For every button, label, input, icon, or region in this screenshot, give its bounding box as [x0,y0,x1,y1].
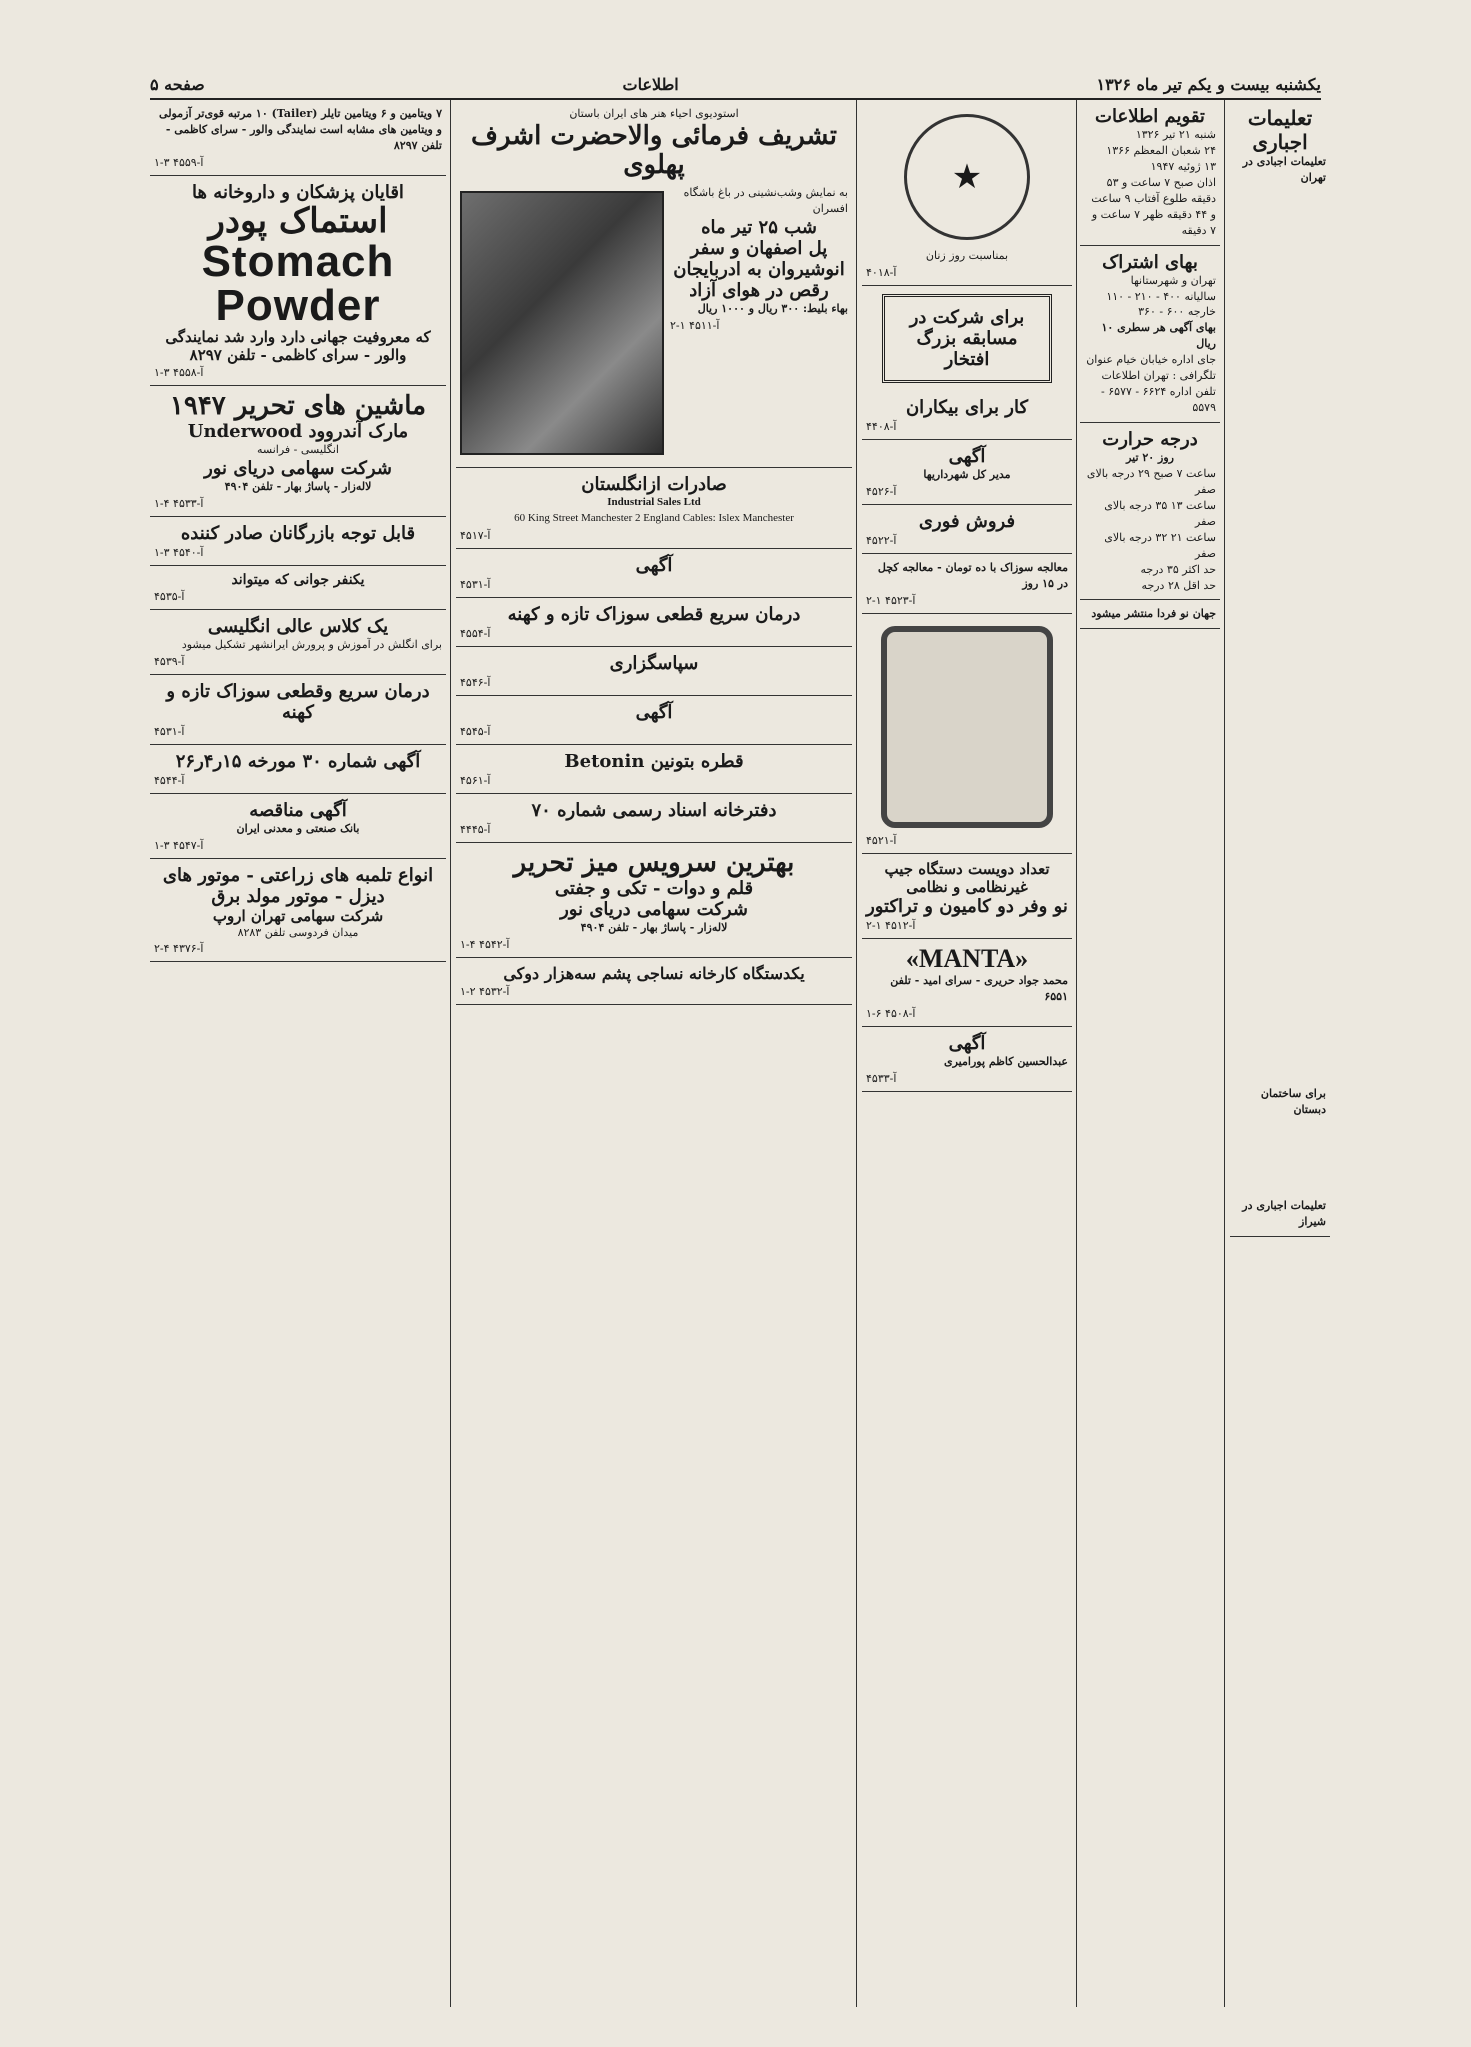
manta-ad [862,939,1072,1027]
spinning-title: یکدستگاه کارخانه نساجی پشم سه‌هزار دوکی [503,963,805,983]
column-ads-center [456,100,852,2007]
notice-ad-2 [456,696,852,745]
ad-code: ۴۵۲۶-آ [866,484,897,498]
chair-ad [862,614,1072,854]
paper-name: اطلاعات [622,75,679,94]
column-divider [856,100,857,2007]
education-sub: تعلیمات اجباری در شیراز [1242,1198,1326,1228]
subscription-row: سالیانه ۴۰۰ - ۲۱۰ - ۱۱۰ [1106,289,1216,303]
cure-ad [150,675,446,745]
typewriter-origin: انگلیسی - فرانسه [256,442,339,456]
unemployed-ad [862,391,1072,440]
england-addr: 60 King Street Manchester 2 England Cables: Islex Manchester [514,512,794,525]
english-title: یک کلاس عالی انگلیسی [207,615,389,637]
notice-sign: مدیر کل شهرداریها [923,467,1011,481]
tender-title: آگهی مناقصه [249,799,347,821]
stomach-text: که معروفیت جهانی دارد وارد شد نمایندگی والور - سرای کاظمی - تلفن ۸۲۹۷ [165,328,431,365]
temperature-row: حد اکثر ۳۵ درجه [1140,562,1216,576]
jeep-ad [862,854,1072,939]
temperature-row: حد اقل ۲۸ درجه [1141,578,1216,592]
show-date: شب ۲۵ تیر ماه [701,217,817,238]
festival-badge-text: بمناسبت روز زنان [925,249,1009,262]
england-company: Industrial Sales Ltd [607,496,701,509]
spinning-ad [456,958,852,1005]
motors-addr: میدان فردوسی تلفن ۸۲۸۳ [237,925,359,939]
municipal-notice [862,440,1072,505]
issue-date: یکشنبه بیست و یکم تیر ماه ۱۳۲۶ [1096,75,1321,94]
education-title: تعلیمات اجباری [1247,106,1313,154]
calendar-title: تقویم اطلاعات [1095,106,1205,127]
jeep-title: تعداد دویست دستگاه جیپ غیرنظامی و نظامی [884,859,1050,896]
manta-contact: محمد جواد حریری - سرای امید - تلفن ۶۵۵۱ [890,974,1068,1004]
notice-title: آگهی [635,702,673,723]
tomorrow-box [1080,600,1220,629]
temperature-row: ساعت ۱۳ ۳۵ درجه بالای صفر [1104,498,1216,528]
festival-badge-ad [862,100,1072,286]
merchants-title: قابل توجه بازرگانان صادر کننده [180,522,416,544]
urgent-sale-ad [862,505,1072,554]
doctors-heading: اقایان پزشکان و داروخانه ها [192,181,404,203]
notary-ad [456,794,852,843]
chair-image [881,626,1053,828]
stomach-powder-ad [150,176,446,386]
final-title: آگهی [948,1033,986,1055]
column-ads-right [862,100,1072,2007]
treatment-ad [862,554,1072,614]
ad-code: ۴۵۶۱-آ [460,774,491,787]
betonin-title: قطره بتونین Betonin [564,751,744,772]
typewriter-ad [150,386,446,516]
temperature-title: درجه حرارت [1102,429,1198,450]
typewriter-title: ماشین های تحریر ۱۹۴۷ [169,391,427,422]
azan-times: اذان صبح ۷ ساعت و ۵۳ دقیقه طلوع آفتاب ۹ ساعت و ۴۴ دقیقه ظهر ۷ ساعت و ۷ دقیقه [1091,175,1216,237]
typewriter-addr: لاله‌زار - پاساژ بهار - تلفن ۴۹۰۴ [224,479,372,493]
jeep-sub: نو وفر دو کامیون و تراکتور [866,895,1068,917]
subscription-row: خارجه ۶۰۰ - ۳۶۰ [1138,305,1216,319]
column-ads-left [150,100,446,2007]
studio-name: استودیوی احیاء هنر های ایران باستان [569,107,739,120]
desk-company: شرکت سهامی دریای نور [560,898,748,920]
motors-company: شرکت سهامی تهران اروپ [212,906,384,925]
thanks-title: سپاسگزاری [609,653,699,674]
ad-code: ۴۵۴۶-آ [460,676,491,689]
ad-code: ۴۵۳۵-آ [154,589,185,603]
royal-show-ad [456,100,852,468]
manta-title: «MANTA» [905,943,1029,973]
ad-notice-title: آگهی شماره ۳۰ مورخه ۱۵ر۴ر۲۶ [175,750,421,772]
masthead [150,58,1321,100]
temperature-row: ساعت ۷ صبح ۲۹ درجه بالای صفر [1086,466,1216,496]
subscription-row: تهران و شهرستانها [1130,273,1216,287]
calendar-row: ۲۴ شعبان المعظم ۱۳۶۶ [1106,143,1216,157]
ad-code: ۴۵۱۷-آ [460,529,491,542]
cure2-title: درمان سریع قطعی سوزاک تازه و کهنه [507,604,801,625]
tender-ad [150,794,446,859]
young-ad [150,566,446,610]
stomach-en: Stomach Powder [201,237,395,331]
ad-notice [150,745,446,794]
unemployed-title: کار برای بیکاران [905,396,1029,418]
ad-code: ۱-۴ ۴۵۴۲-آ [460,937,510,951]
ad-code: ۴۵۲۱-آ [866,833,897,847]
show-items: پل اصفهان و سفر انوشیروان به ادربایجان [673,238,845,280]
vitamin-text: ۷ ویتامین و ۶ ویتامین تایلر (Tailer) ۱۰ مرتبه قوی‌تر آزمولی و ویتامین های مشابه است نمایندگی والور - سرای کاظمی - تلفن ۸۲۹۷ [159,107,442,152]
cure-title: درمان سریع وقطعی سوزاک تازه و کهنه [166,680,430,723]
office-info: جای اداره خیابان خیام عنوان تلگرافی : تهران اطلاعات تلفن اداره ۶۶۲۴ - ۶۵۷۷ - ۵۵۷۹ [1086,353,1216,415]
column-divider [1224,100,1225,2007]
subscription-title: بهای اشتراک [1102,251,1198,273]
ad-price: بهای آگهی هر سطری ۱۰ ریال [1101,321,1216,351]
ad-code: ۲-۴ ۴۳۷۶-آ [154,942,204,956]
contest-box-text: برای شرکت در مسابقه بزرگ افتخار [909,306,1025,370]
notice-title: آگهی [635,555,673,576]
column-divider [1076,100,1077,2007]
notice-title: آگهی [948,445,986,467]
typewriter-brand: مارک آندروود Underwood [187,420,409,442]
notice-ad-1 [456,549,852,598]
temperature-box [1080,423,1220,600]
thanks-ad [456,647,852,696]
motors-title: انواع تلمبه های زراعتی - موتور های دیزل - موتور مولد برق [162,864,434,907]
calendar-row: ۱۳ ژوئیه ۱۹۴۷ [1150,159,1216,173]
calendar-row: شنبه ۲۱ تیر ۱۳۲۶ [1135,128,1216,141]
ad-code: ۱-۳ ۴۵۵۹-آ [154,155,204,169]
treat-title: معالجه سوزاک با ده تومان - معالجه کچل در ۱۵ روز [877,560,1068,590]
contest-box-ad [882,294,1052,383]
vitamin-ad [150,100,446,176]
ad-code: ۱-۳ ۴۵۴۰-آ [154,545,204,559]
english-class-ad [150,610,446,675]
stomach-fa: استماک پودر [208,200,388,241]
notary-title: دفترخانه اسناد رسمی شماره ۷۰ [531,800,777,821]
desk-set-ad [456,843,852,958]
ad-code: ۲-۱ ۴۵۲۳-آ [866,593,916,607]
typewriter-company: شرکت سهامی دریای نور [204,457,392,479]
ad-code: ۴۵۲۲-آ [866,533,897,547]
final-sign: عبدالحسین کاظم پورامیری [944,1055,1068,1069]
tomorrow-title: جهان نو فردا منتشر میشود [1091,607,1216,621]
ad-code: ۴۵۳۳-آ [866,1072,897,1086]
ad-code: ۴۴۴۵-آ [460,823,491,836]
royal-title: تشریف فرمائی والاحضرت اشرف پهلوی [471,120,837,180]
ad-code: ۴۰۱۸-آ [866,265,897,279]
ad-code: ۱-۳ ۴۵۴۷-آ [154,838,204,852]
final-notice [862,1027,1072,1092]
england-export-ad [456,468,852,549]
young-title: یکنفر جوانی که میتواند [231,571,365,588]
desk-title: بهترین سرویس میز تحریر [513,848,795,878]
calendar-box [1080,100,1220,246]
ad-code: ۴۵۳۱-آ [460,578,491,591]
column-info [1080,100,1220,2007]
column-divider [450,100,451,2007]
ad-code: ۲-۱ ۴۵۱۲-آ [866,918,916,932]
education-section [1230,100,1330,1237]
ad-code: ۴۵۳۱-آ [154,724,185,738]
desk-addr: لاله‌زار - پاساژ بهار - تلفن ۴۹۰۴ [580,920,728,934]
show-text: به نمایش وشب‌نشینی در باغ باشگاه افسران [683,186,848,216]
dancer-photo [460,191,664,455]
england-title: صادرات ازانگلستان [581,474,727,496]
tender-sign: بانک صنعتی و معدنی ایران [236,821,360,835]
merchants-ad [150,517,446,566]
ad-code: ۴۵۳۹-آ [154,654,185,668]
show-price: بهاء بلیط: ۳۰۰ ریال و ۱۰۰۰ ریال [697,302,848,315]
ad-code: ۴۴۰۸-آ [866,419,897,433]
desk-items: قلم و دوات - تکی و جفتی [554,877,754,899]
page-label: صفحه ۵ [150,75,205,94]
subscription-box [1080,246,1220,423]
temperature-day: روز ۲۰ تیر [1126,451,1174,464]
motors-ad [150,859,446,963]
betonin-ad [456,745,852,794]
ad-code: ۱-۶ ۴۵۰۸-آ [866,1007,916,1021]
education-sub: تعلیمات اجبادی در تهران [1242,155,1326,184]
education-sub: برای ساختمان دبستان [1260,1086,1326,1116]
ad-code: ۴۵۵۴-آ [460,627,491,640]
ad-code: ۱-۲ ۴۵۳۲-آ [460,984,510,998]
show-dance: رقص در هوای آزاد [689,280,829,301]
column-education [1230,100,1330,2007]
cure-ad-2 [456,598,852,647]
ad-code: ۴۵۴۴-آ [154,773,185,787]
ad-code: ۴۵۴۵-آ [460,725,491,738]
star-icon: ★ [904,114,1030,240]
temperature-row: ساعت ۲۱ ۳۲ درجه بالای صفر [1104,530,1216,560]
english-text: برای انگلش در آموزش و پرورش ایرانشهر تشکیل میشود [181,637,442,651]
ad-code: ۱-۴ ۴۵۳۳-آ [154,496,204,510]
ad-code: ۲-۱ ۴۵۱۱-آ [670,318,720,332]
ad-code: ۱-۳ ۴۵۵۸-آ [154,366,204,380]
sale-title: فروش فوری [918,510,1016,532]
